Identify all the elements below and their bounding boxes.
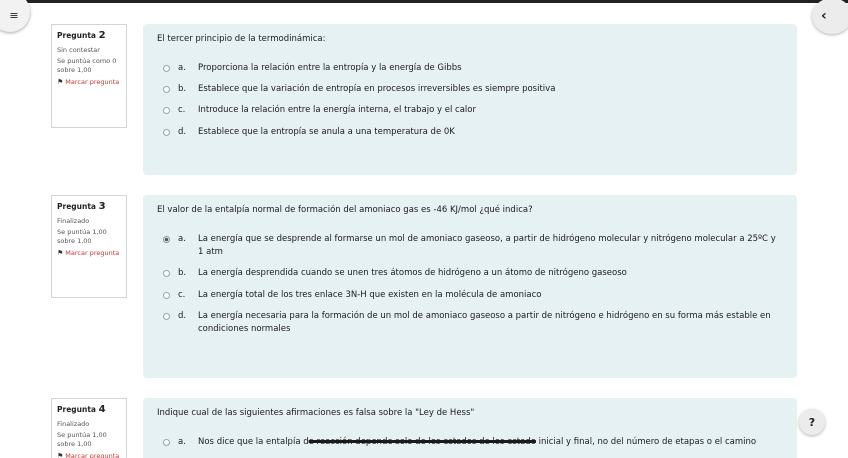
flag-question-link[interactable]: ⚑ Marcar pregunta	[57, 77, 120, 86]
drawer-toggle-button[interactable]	[0, 0, 30, 32]
question-state: Sin contestar	[57, 45, 100, 54]
answer-option[interactable]: a. La energía que se desprende al formarse un mol de amoniaco gaseoso, a partir de hidrógeno molecular y nitrógeno molecular a 25ºC y 1 atm	[157, 233, 783, 259]
question-number: Pregunta 2	[57, 30, 106, 41]
answer-option[interactable]: a. Proporciona la relación entre la entropía y la energía de Gibbs	[157, 62, 783, 75]
question-info-2	[51, 24, 127, 128]
flag-question-link[interactable]: ⚑ Marcar pregunta	[57, 452, 121, 458]
answer-option[interactable]: a. Nos dice que la entalpía de reacción depende solo de los estados de los estado inicial y final, no del número de etapas o el camino	[157, 436, 783, 449]
question-text: El tercer principio de la termodinámica:	[157, 34, 326, 44]
question-grade: Se puntúa 1,00 sobre 1,00	[57, 431, 107, 449]
question-content-4	[143, 398, 797, 458]
collapse-panel-button[interactable]	[812, 0, 848, 34]
radio-button[interactable]	[163, 313, 170, 320]
radio-button-selected[interactable]	[163, 236, 170, 243]
question-text: El valor de la entalpía normal de formación del amoniaco gas es -46 KJ/mol ¿qué indica?	[157, 205, 533, 215]
radio-button[interactable]	[163, 129, 170, 136]
question-number: Pregunta 4	[57, 404, 106, 415]
question-grade: Se puntúa 1,00 sobre 1,00	[57, 228, 107, 246]
answer-option[interactable]: c. Introduce la relación entre la energía interna, el trabajo y el calor	[157, 104, 783, 117]
question-info-3	[51, 195, 127, 298]
radio-button[interactable]	[163, 292, 170, 299]
hamburger-icon: ≡	[9, 8, 19, 22]
radio-button[interactable]	[163, 107, 170, 114]
answer-option[interactable]: c. La energía total de los tres enlace 3N-H que existen en la molécula de amoniaco	[157, 289, 783, 302]
flag-icon: ⚑	[57, 451, 64, 458]
question-content-2	[143, 24, 797, 175]
flag-icon: ⚑	[57, 248, 64, 257]
question-info-4	[51, 398, 127, 458]
answer-option[interactable]: b. Establece que la variación de entropía en procesos irreversibles es siempre positiva	[157, 83, 783, 96]
flag-question-link[interactable]: ⚑ Marcar pregunta	[57, 248, 120, 257]
question-content-3	[143, 195, 797, 378]
question-state: Finalizado	[57, 216, 90, 225]
top-bar	[0, 0, 848, 3]
answer-option[interactable]: d. La energía necesaria para la formación de un mol de amoniaco gaseoso a partir de nitrógeno e hidrógeno en su forma más estable en condiciones normales	[157, 310, 783, 336]
answer-option[interactable]: d. Establece que la entropía se anula a una temperatura de 0K	[157, 126, 783, 139]
chevron-left-icon: ‹	[821, 8, 827, 24]
question-text: Indique cual de las siguientes afirmaciones es falsa sobre la "Ley de Hess"	[157, 408, 475, 418]
radio-button[interactable]	[163, 439, 170, 446]
question-grade: Se puntúa como 0 sobre 1,00	[57, 57, 117, 75]
help-icon: ?	[808, 415, 816, 429]
flag-icon: ⚑	[57, 77, 64, 86]
question-number: Pregunta 3	[57, 201, 106, 212]
radio-button[interactable]	[163, 270, 170, 277]
answer-option[interactable]: b. La energía desprendida cuando se unen tres átomos de hidrógeno a un átomo de nitrógeno gaseoso	[157, 267, 783, 280]
question-state: Finalizado	[57, 419, 90, 428]
radio-button[interactable]	[163, 86, 170, 93]
help-button[interactable]	[799, 409, 825, 435]
radio-button[interactable]	[163, 65, 170, 72]
